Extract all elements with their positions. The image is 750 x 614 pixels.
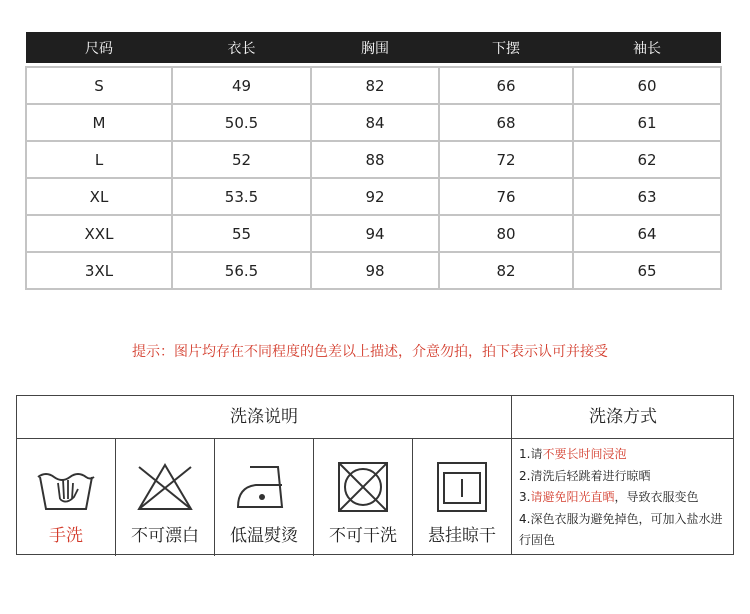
table-cell: 63 [573,178,721,215]
low-iron-icon [232,459,296,515]
symbol-label: 不可干洗 [329,526,397,546]
table-cell: 55 [172,215,311,252]
table-row [26,141,721,178]
table-row [26,104,721,141]
table-cell: M [26,104,172,141]
table-cell: 84 [311,104,439,141]
method-item: 4.深色衣服为避免掉色，可加入盐水进行固色 [519,511,723,547]
table-cell: 80 [439,215,573,252]
symbol-label: 悬挂晾干 [428,526,496,546]
hand-wash-icon [34,459,98,515]
table-cell: 65 [573,252,721,289]
table-cell: 60 [573,67,721,104]
table-cell: 82 [311,67,439,104]
table-cell: 3XL [26,252,172,289]
size-table-header [26,32,721,63]
table-cell: 49 [172,67,311,104]
symbol-label: 低温熨烫 [230,526,298,546]
table-cell: 94 [311,215,439,252]
hang-dry-icon [430,459,494,515]
header-hem: 下摆 [439,32,573,63]
table-cell: 52 [172,141,311,178]
no-bleach-icon [133,459,197,515]
color-difference-notice: 提示：图片均存在不同程度的色差以上描述，介意勿拍，拍下表示认可并接受 [132,344,608,360]
care-symbol-low-iron [215,439,313,554]
care-symbol-no-dry-clean [314,439,412,554]
table-cell: 68 [439,104,573,141]
table-cell: XXL [26,215,172,252]
table-cell: 56.5 [172,252,311,289]
header-chest: 胸围 [311,32,439,63]
table-row [26,178,721,215]
size-table [25,32,722,290]
table-cell: 76 [439,178,573,215]
table-cell: 72 [439,141,573,178]
table-cell: 98 [311,252,439,289]
table-cell: 50.5 [172,104,311,141]
header-sleeve: 袖长 [573,32,721,63]
care-instructions-box [16,395,734,555]
instructions-title: 洗涤说明 [230,407,298,427]
table-cell: 62 [573,141,721,178]
table-cell: 82 [439,252,573,289]
header-length: 衣长 [172,32,311,63]
wash-method-list [519,444,731,552]
method-item: 2.清洗后轻跳着进行晾晒 [519,468,651,483]
table-cell: 61 [573,104,721,141]
table-row [26,67,721,104]
method-title: 洗涤方式 [589,407,657,427]
table-cell: L [26,141,172,178]
header-size: 尺码 [26,32,172,63]
no-dry-clean-icon [331,459,395,515]
care-symbol-hand-wash [17,439,115,554]
care-symbol-hang-dry [413,439,511,554]
table-cell: XL [26,178,172,215]
method-item: 1.请不要长时间浸泡 [519,447,627,461]
symbol-label: 手洗 [49,526,83,546]
care-symbol-no-bleach [116,439,214,554]
table-cell: 66 [439,67,573,104]
table-cell: 88 [311,141,439,178]
table-row [26,215,721,252]
table-cell: 92 [311,178,439,215]
table-cell: 53.5 [172,178,311,215]
table-cell: S [26,67,172,104]
method-item: 3.请避免阳光直晒，导致衣服变色 [519,490,699,504]
symbol-label: 不可漂白 [131,526,199,546]
table-row [26,252,721,289]
table-cell: 64 [573,215,721,252]
